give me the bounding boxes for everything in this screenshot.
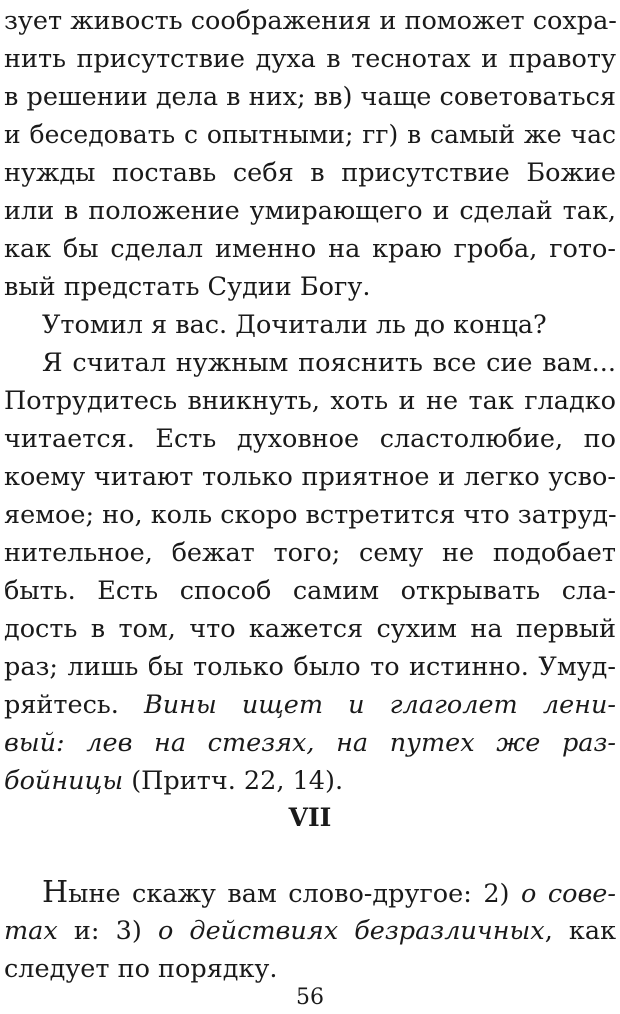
text-line: яемое; но, коль скоро встретится что затруд- <box>4 500 617 530</box>
text-line: быть. Есть способ самим открывать сла- <box>4 576 616 606</box>
emphasis-span: о сове- <box>520 879 616 909</box>
text-line: коему читают только приятное и легко усво- <box>4 462 616 492</box>
text-line: нить присутствие духа в теснотах и правоту <box>4 44 616 74</box>
scripture-quote: бойницы <box>4 766 124 796</box>
scripture-quote: Вины ищет и глаголет лени- <box>143 690 616 720</box>
section-heading: VII <box>288 803 332 832</box>
text-line: следует по порядку. <box>4 954 278 984</box>
emphasis-span: о действиях безразличных <box>157 916 545 946</box>
book-page <box>4 2 616 1012</box>
page-number: 56 <box>296 985 324 1010</box>
text-line: Потрудитесь вникнуть, хоть и не так гладко <box>4 386 616 416</box>
text-span: и: 3) <box>73 916 142 946</box>
emphasis-span: тах <box>4 916 58 946</box>
text-line: читается. Есть духовное сластолюбие, по <box>4 424 616 454</box>
text-line <box>4 762 616 800</box>
scripture-quote: вый: лев на стезях, на путех же раз- <box>4 728 616 758</box>
text-span: ыне скажу вам слово-другое: 2) <box>68 879 510 909</box>
text-line <box>4 874 616 913</box>
scripture-reference: (Притч. 22, 14). <box>131 766 344 796</box>
text-line: или в положение умирающего и сделай так, <box>4 196 616 226</box>
text-line: вый предстать Судии Богу. <box>4 272 371 302</box>
text-line: и беседовать с опытными; гг) в самый же час <box>4 120 616 149</box>
text-line: нужды поставь себя в присутствие Божие <box>4 158 616 188</box>
text-line: зует живость соображения и поможет сохра- <box>4 6 617 36</box>
text-line: в решении дела в них; вв) чаще советоваться <box>4 82 616 112</box>
text-line <box>4 686 616 724</box>
text-line: Утомил я вас. Дочитали ль до конца? <box>42 310 547 340</box>
text-line: раз; лишь бы только было то истинно. Умуд- <box>4 652 616 682</box>
text-line: нительное, бежат того; сему не подобает <box>4 538 616 568</box>
text-span: , как <box>544 916 617 946</box>
text-line <box>4 912 616 950</box>
text-span: ряйтесь. <box>4 690 119 720</box>
text-line: как бы сделал именно на краю гроба, гото- <box>4 234 616 264</box>
text-line: Я считал нужным пояснить все сие вам... <box>42 348 616 378</box>
text-line: дость в том, что кажется сухим на первый <box>4 614 616 644</box>
initial-letter: Н <box>42 875 69 910</box>
